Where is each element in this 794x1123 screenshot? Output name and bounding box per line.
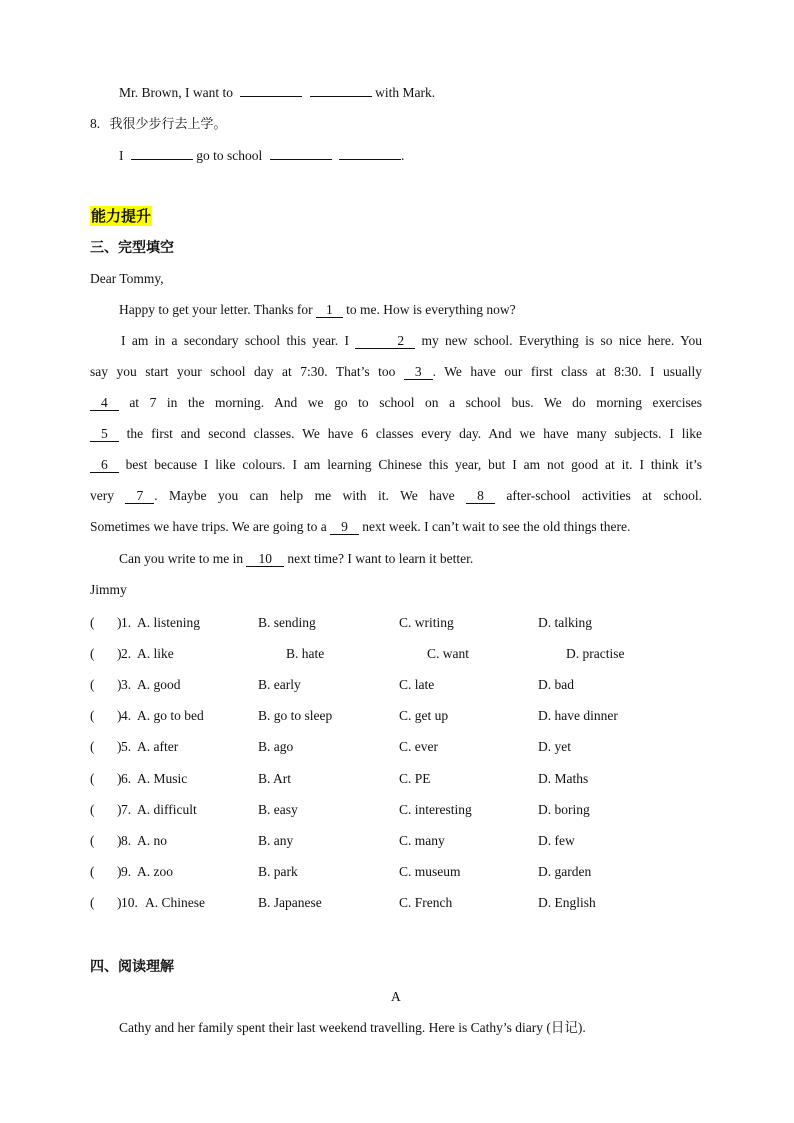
paragraph-line [90, 511, 702, 542]
answer-bracket-close: ) [117, 801, 122, 817]
option-c[interactable]: C. interesting [399, 801, 472, 817]
paragraph-text: after-school activities at school. [494, 488, 702, 503]
answer-bracket-open[interactable]: ( [90, 615, 95, 630]
option-d[interactable]: D. boring [538, 801, 590, 817]
reading-intro: Cathy and her family spent their last weekend travelling. Here is Cathy’s diary (日记). [119, 1020, 586, 1035]
answer-blank[interactable] [240, 84, 302, 97]
paragraph-line [90, 325, 702, 356]
answer-bracket-open[interactable]: ( [90, 677, 95, 693]
letter-paragraph-2 [90, 325, 702, 542]
cloze-blank-9[interactable]: 9 [330, 520, 359, 535]
option-a[interactable]: A. no [137, 832, 167, 848]
cloze-blank-6[interactable]: 6 [90, 458, 119, 473]
paragraph-text: next time? I want to learn it better. [287, 551, 474, 566]
cloze-blank-7[interactable]: 7 [125, 489, 154, 504]
question-number: 7. [121, 801, 132, 817]
sentence-text: . [401, 148, 405, 163]
answer-bracket-close: ) [117, 677, 122, 693]
ability-heading: 能力提升 [91, 207, 152, 225]
option-b[interactable]: B. park [258, 863, 298, 879]
paragraph-text: Happy to get your letter. Thanks for [119, 302, 313, 317]
question-number: 3. [121, 677, 132, 693]
option-c[interactable]: C. museum [399, 863, 461, 879]
paragraph-text: my new school. Everything is so nice here. You [415, 333, 702, 348]
option-c[interactable]: C. late [399, 677, 435, 693]
paragraph-text: Sometimes we have trips. We are going to a [90, 519, 331, 534]
reading-section-title: 四、阅读理解 [90, 959, 174, 975]
paragraph-line [90, 387, 702, 418]
option-a[interactable]: A. difficult [137, 801, 197, 817]
question-number: 10. [121, 894, 138, 910]
answer-blank[interactable] [270, 147, 332, 160]
option-b[interactable]: B. sending [258, 615, 316, 630]
sentence-text: go to school [196, 148, 263, 163]
option-a[interactable]: A. like [137, 646, 174, 662]
option-b[interactable]: B. early [258, 677, 301, 693]
option-d[interactable]: D. practise [566, 646, 625, 662]
option-a[interactable]: A. after [137, 739, 179, 755]
answer-bracket-open[interactable]: ( [90, 708, 95, 724]
paragraph-text: to me. How is everything now? [346, 302, 516, 317]
option-d[interactable]: D. have dinner [538, 708, 618, 724]
question-number: 5. [121, 739, 132, 755]
question-number: 1. [121, 615, 132, 630]
paragraph-text: very [90, 488, 126, 503]
option-b[interactable]: B. easy [258, 801, 298, 817]
answer-bracket-open[interactable]: ( [90, 894, 95, 910]
paragraph-text: Can you write to me in [119, 551, 244, 566]
paragraph-text: best because I like colours. I am learning Chinese this year, but I am not good at it. I think it’s [118, 457, 702, 472]
option-c[interactable]: C. ever [399, 739, 438, 755]
cloze-blank-5[interactable]: 5 [90, 427, 119, 442]
paragraph-text: . Maybe you can help me with it. We have [154, 488, 467, 503]
option-b[interactable]: B. Art [258, 770, 292, 786]
answer-bracket-close: ) [117, 770, 122, 786]
option-d[interactable]: D. Maths [538, 770, 589, 786]
answer-bracket-open[interactable]: ( [90, 739, 95, 755]
answer-bracket-open[interactable]: ( [90, 770, 95, 786]
cloze-blank-8[interactable]: 8 [466, 489, 495, 504]
letter-greeting: Dear Tommy, [90, 271, 164, 286]
option-d[interactable]: D. garden [538, 863, 592, 879]
letter-paragraph-3 [119, 551, 473, 567]
sentence-text: Mr. Brown, I want to [119, 85, 233, 100]
option-c[interactable]: C. French [399, 894, 453, 910]
option-b[interactable]: B. any [258, 832, 294, 848]
option-b[interactable]: B. hate [286, 646, 325, 662]
letter-signature: Jimmy [90, 582, 127, 597]
paragraph-line [90, 356, 702, 387]
option-a[interactable]: A. Music [137, 770, 188, 786]
option-a[interactable]: A. good [137, 677, 181, 693]
option-a[interactable]: A. zoo [137, 863, 173, 879]
question-number: 9. [121, 863, 132, 879]
option-b[interactable]: B. ago [258, 739, 294, 755]
paragraph-text: the first and second classes. We have 6 classes every day. And we have many subjects. I like [118, 426, 702, 441]
option-a[interactable]: A. listening [137, 615, 200, 630]
question-number: 2. [121, 646, 132, 662]
cloze-blank-3[interactable]: 3 [404, 365, 433, 380]
cloze-blank-10[interactable]: 10 [246, 552, 284, 567]
question-number: 6. [121, 770, 132, 786]
option-c[interactable]: C. PE [399, 770, 431, 786]
answer-bracket-close: ) [117, 832, 122, 848]
option-d[interactable]: D. bad [538, 677, 574, 693]
answer-bracket-open[interactable]: ( [90, 863, 95, 879]
paragraph-line [90, 449, 702, 480]
item-number: 8. [90, 116, 101, 131]
answer-bracket-close: ) [117, 863, 122, 879]
answer-bracket-close: ) [117, 615, 122, 630]
paragraph-text: at 7 in the morning. And we go to school on a school bus. We do morning exercises [118, 395, 702, 410]
answer-blank[interactable] [310, 84, 372, 97]
option-c[interactable]: C. many [399, 832, 445, 848]
option-d[interactable]: D. English [538, 894, 596, 910]
paragraph-line [90, 480, 702, 511]
option-c[interactable]: C. writing [399, 615, 454, 630]
paragraph-text: next week. I can’t wait to see the old things there. [358, 519, 631, 534]
paragraph-text: I am in a secondary school this year. I [121, 333, 356, 348]
sentence-7-line [119, 84, 435, 101]
paragraph-text: . We have our first class at 8:30. I usually [432, 364, 702, 379]
sentence-text: with Mark. [375, 85, 436, 100]
question-number: 4. [121, 708, 132, 724]
passage-label: A [391, 989, 401, 1004]
answer-bracket-close: ) [117, 894, 122, 910]
answer-blank[interactable] [339, 147, 401, 160]
answer-bracket-close: ) [117, 739, 122, 755]
option-c[interactable]: C. want [427, 646, 469, 662]
sentence-text: I [119, 148, 124, 163]
answer-bracket-open[interactable]: ( [90, 801, 95, 817]
answer-bracket-close: ) [117, 708, 122, 724]
option-b[interactable]: B. go to sleep [258, 708, 333, 724]
cloze-blank-1[interactable]: 1 [316, 303, 343, 318]
sentence-8-line [119, 147, 404, 164]
answer-blank[interactable] [131, 147, 193, 160]
cloze-section-title: 三、完型填空 [90, 240, 174, 256]
cloze-blank-2[interactable]: 2 [355, 334, 415, 349]
cloze-blank-4[interactable]: 4 [90, 396, 119, 411]
answer-bracket-close: ) [117, 646, 122, 662]
answer-bracket-open[interactable]: ( [90, 646, 95, 662]
option-a[interactable]: A. go to bed [137, 708, 204, 724]
option-d[interactable]: D. few [538, 832, 575, 848]
chinese-prompt: 我很少步行去上学。 [109, 117, 227, 132]
letter-paragraph-1 [119, 302, 516, 318]
option-d[interactable]: D. talking [538, 615, 592, 630]
option-b[interactable]: B. Japanese [258, 894, 322, 910]
option-d[interactable]: D. yet [538, 739, 571, 755]
option-a[interactable]: A. Chinese [145, 894, 205, 910]
paragraph-line [90, 418, 702, 449]
item-8 [90, 116, 227, 133]
option-c[interactable]: C. get up [399, 708, 449, 724]
question-number: 8. [121, 832, 132, 848]
paragraph-text: say you start your school day at 7:30. That’s too [90, 364, 404, 379]
answer-bracket-open[interactable]: ( [90, 832, 95, 848]
